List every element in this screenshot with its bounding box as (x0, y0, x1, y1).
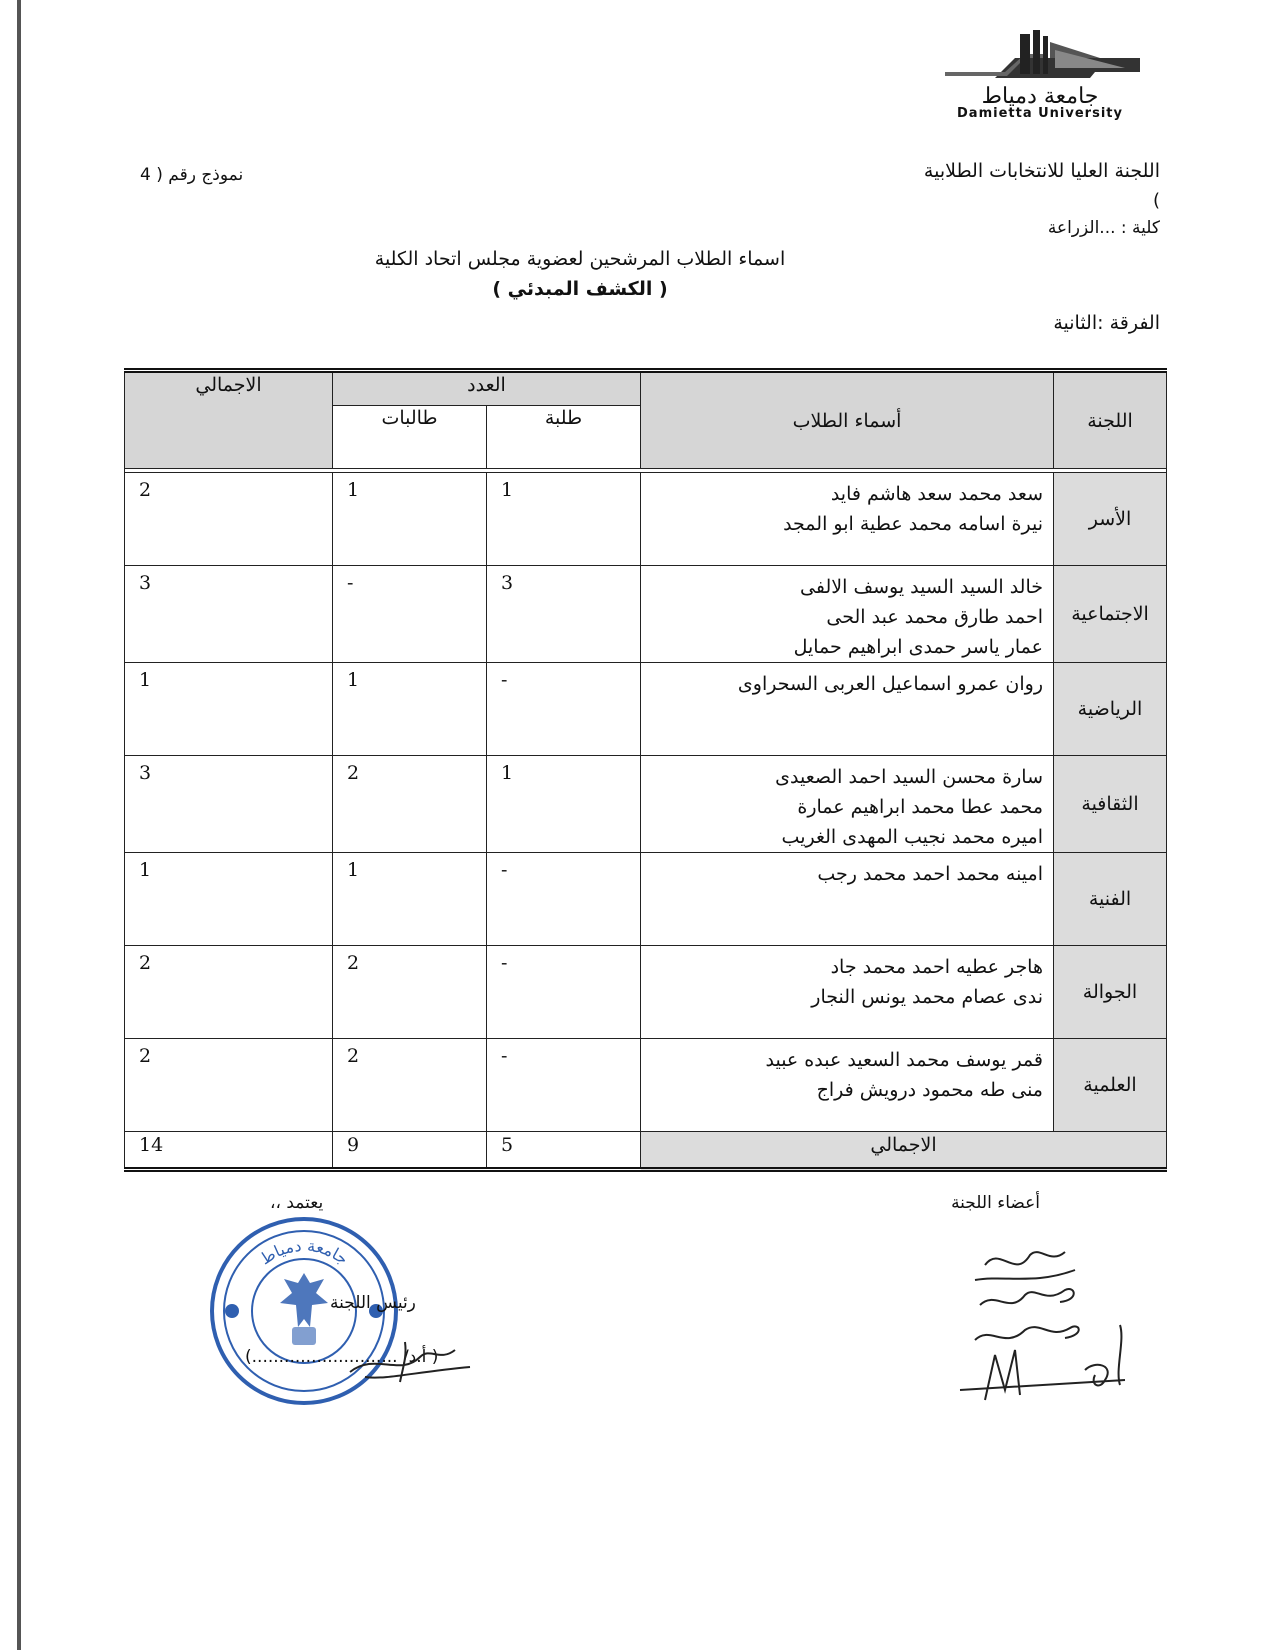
names-cell (641, 1039, 1054, 1132)
total-cell: 3 (125, 756, 333, 853)
svg-text:جامعة دمياط (256, 1236, 352, 1269)
building-icon (925, 28, 1155, 88)
male-count-cell: - (487, 1039, 641, 1132)
summary-row (125, 1132, 1167, 1170)
names-cell (641, 756, 1054, 853)
female-count-cell: 2 (333, 946, 487, 1039)
total-cell: 1 (125, 853, 333, 946)
summary-female: 9 (333, 1132, 487, 1170)
male-count-cell: - (487, 663, 641, 756)
committee-cell: الجوالة (1054, 946, 1167, 1039)
total-cell: 1 (125, 663, 333, 756)
page-edge-line (17, 0, 21, 1650)
student-name: ندى عصام محمد يونس النجار (811, 986, 1043, 1008)
student-name: امينه محمد احمد محمد رجب (817, 863, 1043, 885)
closing-paren: ) (1152, 190, 1160, 211)
male-count-cell: - (487, 853, 641, 946)
female-count-cell: 1 (333, 473, 487, 566)
student-name: خالد السيد السيد يوسف الالفى (800, 576, 1043, 598)
university-logo (925, 28, 1155, 120)
student-name: اميره محمد نجيب المهدى الغريب (781, 826, 1043, 848)
male-count-cell: 1 (487, 473, 641, 566)
student-name: منى طه محمود درويش فراج (816, 1079, 1043, 1101)
logo-arabic-text: جامعة دمياط (981, 84, 1099, 109)
total-cell: 3 (125, 566, 333, 663)
professor-signature-line: ( أ.د/ ...........................) (245, 1347, 439, 1367)
table-row (125, 473, 1167, 566)
approval-label: يعتمد ،، (270, 1193, 324, 1213)
seal-text: جامعة دمياط (256, 1235, 352, 1269)
total-cell: 2 (125, 1039, 333, 1132)
student-name: سارة محسن السيد احمد الصعيدى (775, 766, 1043, 788)
female-count-cell: 1 (333, 663, 487, 756)
committee-cell: الثقافية (1054, 756, 1167, 853)
table-body (125, 473, 1167, 1170)
committee-cell: الأسر (1054, 473, 1167, 566)
committee-cell: العلمية (1054, 1039, 1167, 1132)
form-number: نموذج رقم ( 4 (140, 165, 244, 185)
male-count-cell: 3 (487, 566, 641, 663)
candidates-table (124, 368, 1167, 1172)
male-count-cell: 1 (487, 756, 641, 853)
male-count-cell: - (487, 946, 641, 1039)
female-count-cell: - (333, 566, 487, 663)
logo-english-text: Damietta University (957, 106, 1123, 121)
total-cell: 2 (125, 946, 333, 1039)
female-count-cell: 2 (333, 1039, 487, 1132)
student-name: سعد محمد سعد هاشم فايد (830, 483, 1043, 505)
table-row (125, 566, 1167, 663)
faculty-label: كلية : ...الزراعة (1047, 218, 1160, 238)
female-count-cell: 2 (333, 756, 487, 853)
header-total: الاجمالي (125, 371, 333, 469)
committee-cell: الفنية (1054, 853, 1167, 946)
summary-total: 14 (125, 1132, 333, 1170)
members-signatures (955, 1240, 1155, 1410)
table-row (125, 756, 1167, 853)
student-name: هاجر عطيه احمد محمد جاد (830, 956, 1043, 978)
committee-chair-label: رئيس اللجنة (330, 1293, 416, 1313)
table-row (125, 663, 1167, 756)
committee-name: اللجنة العليا للانتخابات الطلابية (923, 160, 1160, 182)
summary-label: الاجمالي (641, 1132, 1167, 1170)
year-label: الفرقة :الثانية (1053, 312, 1160, 334)
table-row (125, 853, 1167, 946)
student-name: محمد عطا محمد ابراهيم عمارة (797, 796, 1043, 818)
document-subtitle: ( الكشف المبدئي ) (492, 278, 668, 300)
total-cell: 2 (125, 473, 333, 566)
header-female: طالبات (333, 406, 487, 469)
names-cell (641, 663, 1054, 756)
table-row (125, 946, 1167, 1039)
committee-cell: الرياضية (1054, 663, 1167, 756)
student-name: عمار ياسر حمدى ابراهيم حمايل (793, 636, 1043, 658)
student-name: احمد طارق محمد عبد الحى (826, 606, 1043, 628)
header-male: طلبة (487, 406, 641, 469)
names-cell (641, 473, 1054, 566)
document-title: اسماء الطلاب المرشحين لعضوية مجلس اتحاد الكلية (374, 248, 786, 270)
names-cell (641, 946, 1054, 1039)
student-name: قمر يوسف محمد السعيد عبده عبيد (765, 1049, 1043, 1071)
summary-male: 5 (487, 1132, 641, 1170)
names-cell (641, 566, 1054, 663)
committee-members-label: أعضاء اللجنة (951, 1193, 1040, 1213)
student-name: روان عمرو اسماعيل العربى السحراوى (737, 673, 1043, 695)
chair-signature (345, 1332, 475, 1387)
header-committee: اللجنة (1054, 371, 1167, 469)
table-row (125, 1039, 1167, 1132)
header-names: أسماء الطلاب (641, 371, 1054, 469)
committee-cell: الاجتماعية (1054, 566, 1167, 663)
female-count-cell: 1 (333, 853, 487, 946)
student-name: نيرة اسامه محمد عطية ابو المجد (783, 513, 1043, 535)
header-count: العدد (333, 371, 641, 406)
names-cell (641, 853, 1054, 946)
